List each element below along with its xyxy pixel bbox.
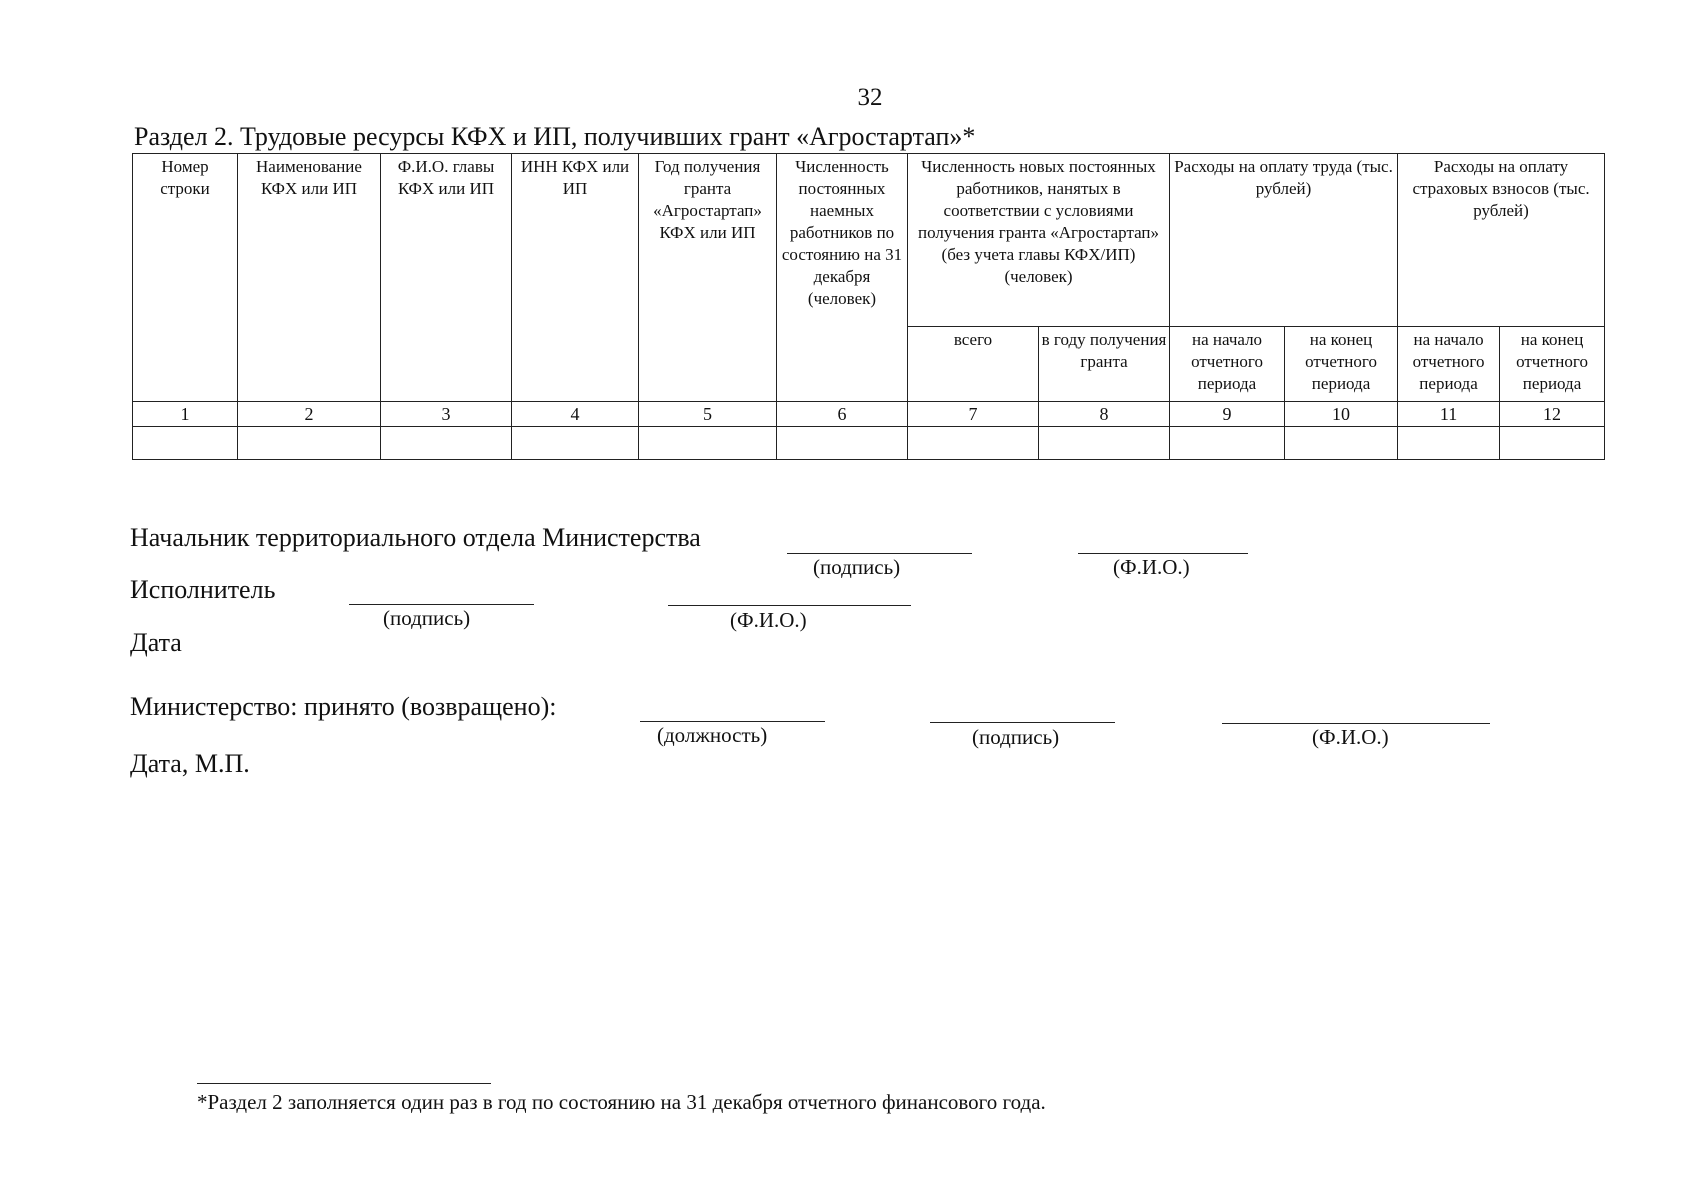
ministry-fio-line [1222, 723, 1490, 724]
table-cell [908, 427, 1039, 460]
head-signature-caption: (подпись) [813, 555, 901, 579]
column-number: 9 [1170, 402, 1285, 427]
ministry-fio-caption: (Ф.И.О.) [1312, 725, 1389, 749]
subheader-period-end-insurance: на конец отчетного периода [1500, 327, 1605, 402]
head-signature-line [787, 553, 972, 554]
ministry-signature-caption: (подпись) [972, 725, 1060, 749]
table-cell [238, 427, 381, 460]
table-cell [1500, 427, 1605, 460]
header-grant-year: Год получения гранта «Агростартап» КФХ или ИП [639, 154, 777, 402]
column-number: 12 [1500, 402, 1605, 427]
table-cell [133, 427, 238, 460]
column-number: 5 [639, 402, 777, 427]
header-row-number: Номер строки [133, 154, 238, 402]
footnote: *Раздел 2 заполняется один раз в год по состоянию на 31 декабря отчетного финансового года. [197, 1090, 1046, 1114]
subheader-period-start-labor: на начало отчетного периода [1170, 327, 1285, 402]
subheader-grant-year: в году получения гранта [1039, 327, 1170, 402]
table-cell [1170, 427, 1285, 460]
column-number: 10 [1285, 402, 1398, 427]
head-fio-line [1078, 553, 1248, 554]
date-stamp-label: Дата, М.П. [130, 749, 250, 778]
executor-label: Исполнитель [130, 575, 276, 604]
executor-fio-line [668, 605, 911, 606]
head-label: Начальник территориального отдела Министерства [130, 523, 701, 552]
table-cell [1398, 427, 1500, 460]
executor-signature-caption: (подпись) [383, 606, 471, 630]
column-number: 8 [1039, 402, 1170, 427]
column-number-row [133, 402, 1605, 427]
header-new-workers: Численность новых постоянных работников, нанятых в соответствии с условиями получения гранта «Агростартап» (без учета главы КФХ/ИП) (человек) [908, 154, 1170, 327]
column-number: 1 [133, 402, 238, 427]
header-labor-costs: Расходы на оплату труда (тыс. рублей) [1170, 154, 1398, 327]
table-cell [1285, 427, 1398, 460]
page-number: 32 [857, 84, 883, 111]
labor-resources-table [132, 153, 1605, 460]
head-fio-caption: (Ф.И.О.) [1113, 555, 1190, 579]
table-cell [1039, 427, 1170, 460]
executor-fio-caption: (Ф.И.О.) [730, 608, 807, 632]
subheader-period-start-insurance: на начало отчетного периода [1398, 327, 1500, 402]
footnote-rule [197, 1083, 491, 1084]
header-head-fio: Ф.И.О. главы КФХ или ИП [381, 154, 512, 402]
column-number: 4 [512, 402, 639, 427]
table-row [133, 427, 1605, 460]
header-insurance-costs: Расходы на оплату страховых взносов (тыс. рублей) [1398, 154, 1605, 327]
ministry-position-line [640, 721, 825, 722]
column-number: 7 [908, 402, 1039, 427]
table-cell [777, 427, 908, 460]
column-number: 3 [381, 402, 512, 427]
header-name: Наименование КФХ или ИП [238, 154, 381, 402]
table-cell [639, 427, 777, 460]
date-label: Дата [130, 628, 182, 657]
executor-signature-line [349, 604, 534, 605]
ministry-label: Министерство: принято (возвращено): [130, 692, 557, 721]
ministry-signature-line [930, 722, 1115, 723]
column-number: 6 [777, 402, 908, 427]
header-inn: ИНН КФХ или ИП [512, 154, 639, 402]
ministry-position-caption: (должность) [657, 723, 768, 747]
subheader-period-end-labor: на конец отчетного периода [1285, 327, 1398, 402]
table-cell [381, 427, 512, 460]
header-permanent-workers: Численность постоянных наемных работников по состоянию на 31 декабря (человек) [777, 154, 908, 402]
section-title: Раздел 2. Трудовые ресурсы КФХ и ИП, получивших грант «Агростартап»* [134, 122, 976, 151]
column-number: 11 [1398, 402, 1500, 427]
subheader-total: всего [908, 327, 1039, 402]
table-cell [512, 427, 639, 460]
column-number: 2 [238, 402, 381, 427]
